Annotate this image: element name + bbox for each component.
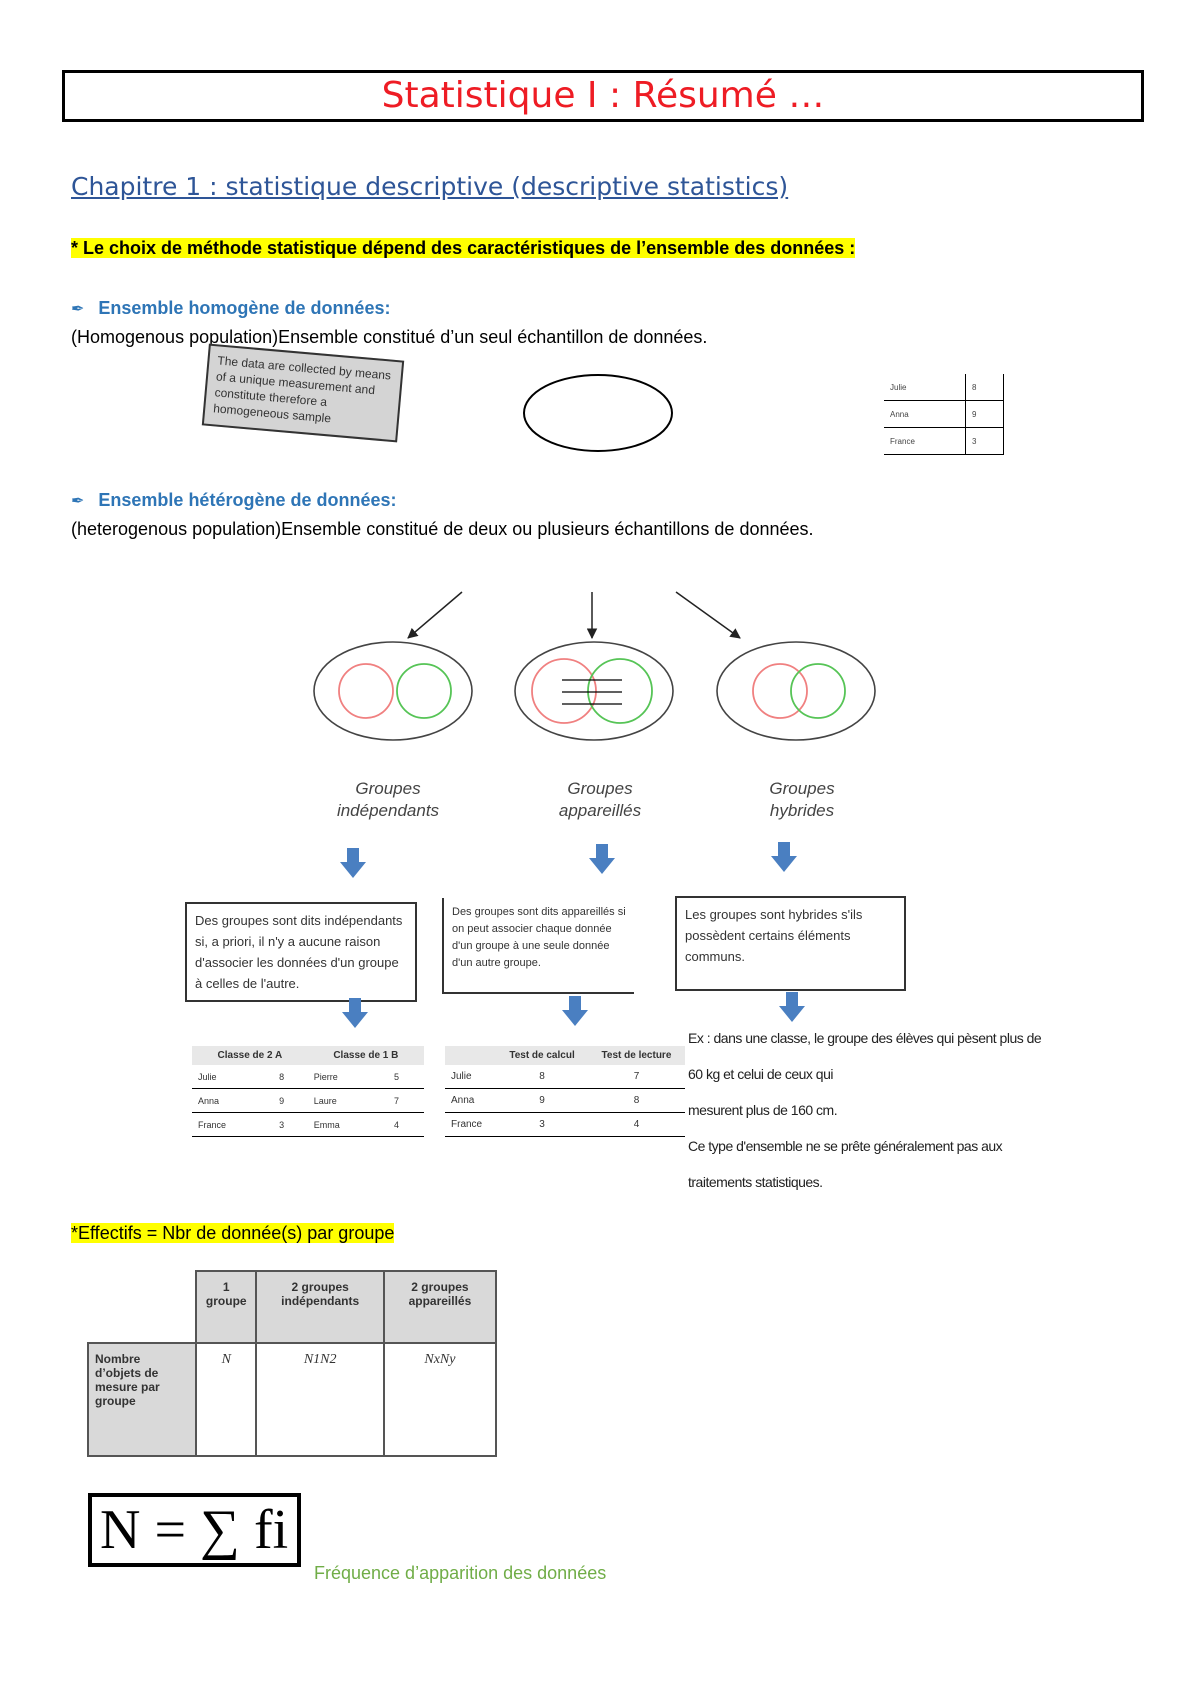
frequence-caption: Fréquence d’apparition des données <box>314 1563 607 1583</box>
page-title: Statistique I : Résumé … <box>62 70 1144 122</box>
table-cell: 9 <box>965 401 1003 428</box>
table-cell: 3 <box>273 1113 308 1137</box>
homogene-body: (Homogenous population)Ensemble constitué d’un seul échantillon de données. <box>71 327 708 347</box>
column-header: Test de calcul <box>496 1046 588 1065</box>
hybrides-example <box>688 1020 1053 1200</box>
label-line: Groupes <box>355 779 421 798</box>
label-independants <box>308 778 468 822</box>
label-appareilles <box>520 778 680 822</box>
label-line: Groupes <box>567 779 633 798</box>
table-row <box>192 1089 424 1113</box>
circle-green <box>791 664 845 718</box>
table-header-row <box>88 1271 496 1343</box>
table-cell: 3 <box>496 1113 588 1137</box>
formula-box: N = ∑ fi <box>88 1493 301 1567</box>
pen-bullet-icon: ✒ <box>71 493 85 510</box>
note-hybrides: Les groupes sont hybrides s'ils possèdent certains éléments communs. <box>675 896 906 991</box>
empty-corner-cell <box>88 1271 196 1343</box>
row-label: Nombre d’objets de mesure par groupe <box>88 1343 196 1456</box>
example-line: Ce type d'ensemble ne se prête généralement pas aux traitements statistiques. <box>688 1138 1003 1190</box>
homogene-note: The data are collected by means of a unique measurement and constitute therefore a homogeneous sample <box>202 344 404 443</box>
label-hybrides <box>722 778 882 822</box>
circle-green <box>397 664 451 718</box>
circle-red <box>339 664 393 718</box>
pen-bullet-icon: ✒ <box>71 301 85 318</box>
table-row <box>445 1089 685 1113</box>
column-header: Test de lecture <box>588 1046 685 1065</box>
table-cell: France <box>192 1113 273 1137</box>
note-independants: Des groupes sont dits indépendants si, a priori, il n'y a aucune raison d'associer les données d'un groupe à celles de l'autre. <box>185 902 417 1002</box>
down-arrow-icon <box>589 844 615 874</box>
down-arrow-icon <box>342 998 368 1028</box>
table-independants <box>192 1046 424 1137</box>
table-cell: 7 <box>388 1089 424 1113</box>
table-row <box>192 1065 424 1089</box>
table-cell: Anna <box>884 401 965 428</box>
example-line: Ex : dans une classe, le groupe des élèves qui pèsent plus de 60 kg et celui de ceux qui <box>688 1030 1042 1082</box>
table-cell: 8 <box>273 1065 308 1089</box>
table-cell: 9 <box>496 1089 588 1113</box>
homogene-heading <box>71 298 390 319</box>
arrow-right <box>676 592 740 638</box>
label-line: Groupes <box>769 779 835 798</box>
chapter-heading: Chapitre 1 : statistique descriptive (descriptive statistics) <box>71 172 789 201</box>
table-cell: Anna <box>445 1089 496 1113</box>
table-cell: 7 <box>588 1065 685 1089</box>
table-cell: Pierre <box>308 1065 388 1089</box>
circle-red <box>532 659 596 723</box>
table-cell: 5 <box>388 1065 424 1089</box>
table-cell: Anna <box>192 1089 273 1113</box>
table-cell: Emma <box>308 1113 388 1137</box>
table-row <box>884 428 1004 455</box>
intro-text <box>71 238 855 259</box>
circle-green <box>588 659 652 723</box>
table-cell: 8 <box>965 374 1003 401</box>
homogene-table <box>884 374 1004 455</box>
column-header: 2 groupes indépendants <box>256 1271 383 1343</box>
homogene-ellipse <box>524 375 672 451</box>
column-header <box>445 1046 496 1065</box>
homogene-heading-text: Ensemble homogène de données: <box>98 298 391 318</box>
down-arrow-icon <box>779 992 805 1022</box>
heterogene-body: (heterogenous population)Ensemble constitué de deux ou plusieurs échantillons de données. <box>71 519 814 539</box>
table-header-row <box>445 1046 685 1065</box>
table-appareilles <box>445 1046 685 1137</box>
heterogene-heading <box>71 490 396 511</box>
table-cell: Laure <box>308 1089 388 1113</box>
column-header: Classe de 2 A <box>192 1046 308 1065</box>
column-header: 2 groupes appareillés <box>384 1271 496 1343</box>
heterogene-heading-text: Ensemble hétérogène de données: <box>98 490 397 510</box>
table-cell: Julie <box>192 1065 273 1089</box>
table-cell: 8 <box>588 1089 685 1113</box>
table-cell: 9 <box>273 1089 308 1113</box>
table-cell: France <box>445 1113 496 1137</box>
ellipse-hybrides <box>717 642 875 740</box>
effectifs-highlight: *Effectifs = Nbr de donnée(s) par groupe <box>71 1223 395 1243</box>
label-line: appareillés <box>558 801 642 820</box>
example-line: mesurent plus de 160 cm. <box>688 1102 838 1118</box>
table-row <box>445 1065 685 1089</box>
note-appareilles: Des groupes sont dits appareillés si on peut associer chaque donnée d'un groupe à une seule donnée d'un autre groupe. <box>442 898 634 994</box>
table-row <box>88 1343 496 1456</box>
table-cell: N <box>196 1343 256 1456</box>
effectifs-table <box>87 1270 497 1457</box>
table-row <box>884 374 1004 401</box>
table-cell: 4 <box>588 1113 685 1137</box>
label-line: indépendants <box>336 801 440 820</box>
table-cell: 4 <box>388 1113 424 1137</box>
table-row <box>884 401 1004 428</box>
table-cell: NxNy <box>384 1343 496 1456</box>
table-cell: Julie <box>445 1065 496 1089</box>
down-arrow-icon <box>340 848 366 878</box>
arrow-left <box>408 592 462 638</box>
homogene-ellipse-diagram <box>518 370 678 456</box>
ellipse-appareilles <box>515 642 673 740</box>
table-cell: N1N2 <box>256 1343 383 1456</box>
table-cell: 8 <box>496 1065 588 1089</box>
label-line: hybrides <box>769 801 835 820</box>
table-row <box>445 1113 685 1137</box>
column-header: 1 groupe <box>196 1271 256 1343</box>
column-header: Classe de 1 B <box>308 1046 424 1065</box>
table-cell: Julie <box>884 374 965 401</box>
table-cell: France <box>884 428 965 455</box>
table-header-row <box>192 1046 424 1065</box>
down-arrow-icon <box>562 996 588 1026</box>
down-arrow-icon <box>771 842 797 872</box>
heterogene-diagram <box>300 580 900 760</box>
intro-highlight: * Le choix de méthode statistique dépend des caractéristiques de l’ensemble des données : <box>71 238 856 258</box>
table-cell: 3 <box>965 428 1003 455</box>
effectifs-heading <box>71 1223 394 1244</box>
table-row <box>192 1113 424 1137</box>
